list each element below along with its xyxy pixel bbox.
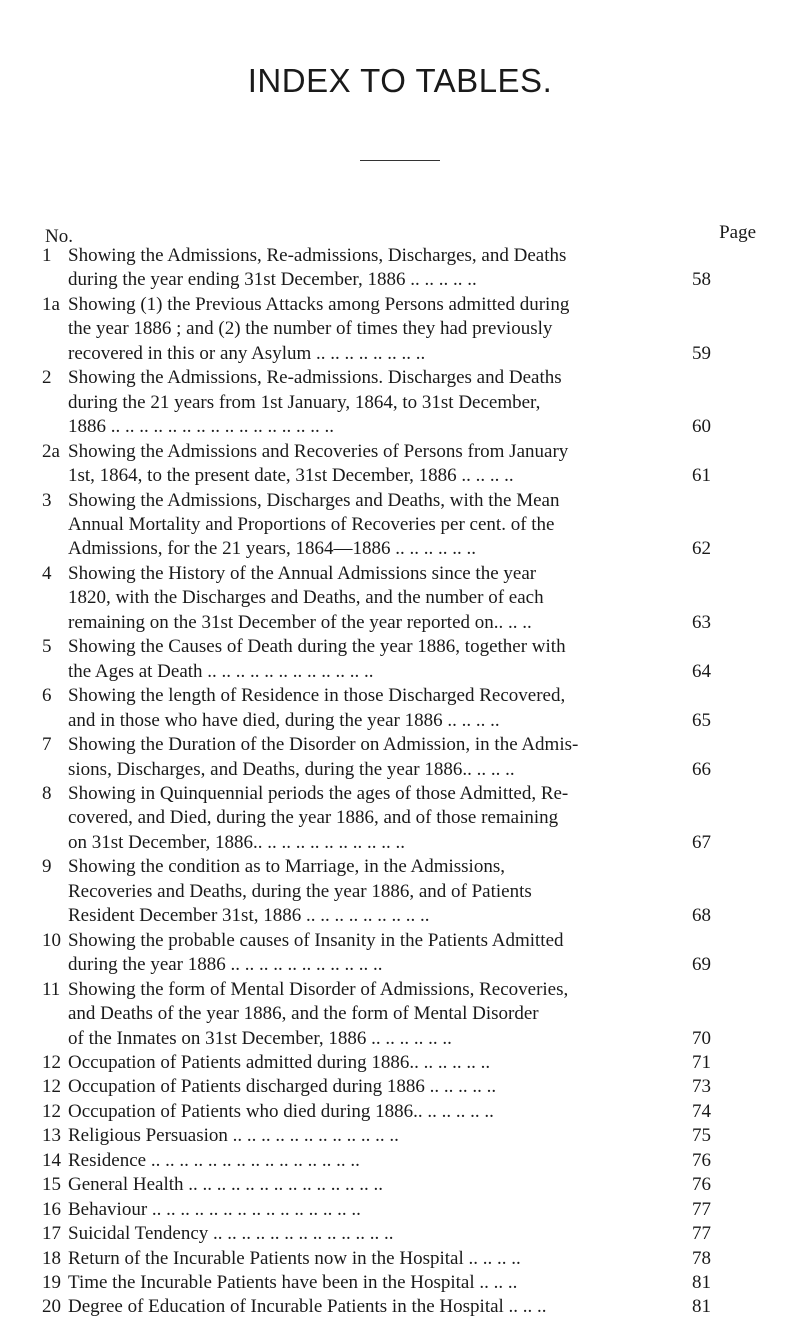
entry-page: 77	[692, 1198, 711, 1220]
entry-page: 78	[692, 1247, 711, 1269]
entry-page: 63	[692, 611, 711, 633]
index-entry	[0, 1075, 800, 1099]
entry-description: Showing the Admissions, Re-admissions. Discharges and Deaths during the 21 years from 1st January, 1864, to 31st December, 1886 .. .. .. .. .. .. .. .. .. .. .. .. .. .. .. ..	[68, 367, 562, 438]
entry-description: Showing the form of Mental Disorder of Admissions, Recoveries, and Deaths of the year 1886, and the form of Mental Disorder of the Inmates on 31st December, 1886 .. .. .. .. .. ..	[68, 978, 569, 1049]
entry-description: Showing the Admissions and Recoveries of Persons from January 1st, 1864, to the present date, 31st December, 1886 .. .. .. ..	[68, 440, 569, 487]
entry-page: 58	[692, 269, 711, 291]
entry-description: Residence .. .. .. .. .. .. .. .. .. .. .. .. .. .. ..	[68, 1149, 360, 1171]
index-entry	[0, 1149, 800, 1173]
entry-number: 12	[42, 1076, 61, 1098]
entry-number: 9	[42, 856, 52, 878]
entry-number: 1	[42, 245, 52, 266]
index-entry	[0, 440, 800, 489]
index-entry	[0, 978, 800, 1051]
entry-page: 60	[692, 416, 711, 438]
entry-number: 11	[42, 978, 61, 1000]
index-entry	[0, 782, 800, 855]
entry-number: 2a	[42, 440, 60, 462]
index-entry	[0, 489, 800, 562]
entry-description: Showing the length of Residence in those Discharged Recovered, and in those who have died, during the year 1886 .. .. .. ..	[68, 685, 566, 731]
entry-number: 4	[42, 562, 52, 584]
entry-page: 71	[692, 1051, 711, 1073]
entry-page: 75	[692, 1125, 711, 1147]
entry-page: 59	[692, 342, 711, 364]
entry-page: 74	[692, 1100, 711, 1122]
entry-description: Return of the Incurable Patients now in the Hospital .. .. .. ..	[68, 1247, 521, 1269]
entry-description: Showing the Admissions, Re-admissions, Discharges, and Deaths during the year ending 31st December, 1886 .. .. .. .. ..	[68, 245, 567, 291]
entry-page: 67	[692, 831, 711, 853]
entry-number: 20	[42, 1296, 61, 1318]
entry-description: Occupation of Patients who died during 1886.. .. .. .. .. ..	[68, 1100, 494, 1122]
entry-page: 76	[692, 1149, 711, 1171]
entry-description: General Health .. .. .. .. .. .. .. .. .. .. .. .. .. ..	[68, 1174, 384, 1196]
entry-page: 69	[692, 954, 711, 976]
entry-page: 65	[692, 709, 711, 731]
entry-number: 10	[42, 929, 61, 951]
entry-page: 81	[692, 1296, 711, 1318]
index-entry-list	[0, 244, 800, 1320]
entry-page: 70	[692, 1027, 711, 1049]
entry-page: 81	[692, 1272, 711, 1294]
entry-number: 7	[42, 734, 52, 756]
column-header-no: No.	[45, 226, 73, 247]
index-entry	[0, 1124, 800, 1148]
entry-page: 76	[692, 1174, 711, 1196]
entry-description: Showing the condition as to Marriage, in the Admissions, Recoveries and Deaths, during the year 1886, and of Patients Resident December 31st, 1886 .. .. .. .. .. .. .. .. ..	[68, 856, 532, 927]
entry-number: 13	[42, 1125, 61, 1147]
entry-description: Time the Incurable Patients have been in the Hospital .. .. ..	[68, 1272, 518, 1294]
entry-description: Showing (1) the Previous Attacks among Persons admitted during the year 1886 ; and (2) the number of times they had previously recovered in this or any Asylum .. .. .. .. .. .. .. ..	[68, 293, 570, 364]
index-entry	[0, 562, 800, 635]
entry-page: 68	[692, 905, 711, 927]
entry-description: Degree of Education of Incurable Patients in the Hospital .. .. ..	[68, 1296, 547, 1318]
index-entry	[0, 855, 800, 928]
entry-number: 12	[42, 1100, 61, 1122]
entry-page: 62	[692, 538, 711, 560]
entry-description: Showing in Quinquennial periods the ages of those Admitted, Re- covered, and Died, during the year 1886, and of those remaining on 31st December, 1886.. .. .. .. .. .. .. .. .. .. ..	[68, 782, 569, 853]
entry-page: 61	[692, 465, 711, 487]
entry-page: 64	[692, 660, 711, 682]
entry-number: 1a	[42, 293, 60, 315]
entry-description: Showing the probable causes of Insanity in the Patients Admitted during the year 1886 .. .. .. .. .. .. .. .. .. .. ..	[68, 929, 564, 976]
entry-number: 16	[42, 1198, 61, 1220]
title-rule	[360, 160, 440, 161]
entry-number: 14	[42, 1149, 61, 1171]
entry-number: 5	[42, 636, 52, 658]
entry-description: Occupation of Patients discharged during 1886 .. .. .. .. ..	[68, 1076, 497, 1098]
entry-page: 77	[692, 1223, 711, 1245]
page-title: INDEX TO TABLES.	[247, 62, 553, 99]
entry-number: 8	[42, 782, 52, 804]
index-entry	[0, 1198, 800, 1222]
entry-number: 19	[42, 1272, 61, 1294]
entry-number: 18	[42, 1247, 61, 1269]
index-entry	[0, 1247, 800, 1271]
index-entry	[0, 929, 800, 978]
index-entry	[0, 1100, 800, 1124]
index-entry	[0, 1295, 800, 1319]
index-entry	[0, 244, 800, 293]
index-entry	[0, 293, 800, 366]
index-entry	[0, 1051, 800, 1075]
index-entry	[0, 1173, 800, 1197]
entry-number: 12	[42, 1051, 61, 1073]
entry-number: 6	[42, 685, 52, 707]
entry-description: Occupation of Patients admitted during 1886.. .. .. .. .. ..	[68, 1051, 491, 1073]
entry-description: Behaviour .. .. .. .. .. .. .. .. .. .. .. .. .. .. ..	[68, 1198, 361, 1220]
index-entry	[0, 1222, 800, 1246]
entry-number: 15	[42, 1174, 61, 1196]
index-entry	[0, 733, 800, 782]
entry-description: Showing the History of the Annual Admissions since the year 1820, with the Discharges and Deaths, and the number of each remaining on the 31st December of the year reported on.. .. ..	[68, 562, 544, 633]
entry-description: Suicidal Tendency .. .. .. .. .. .. .. .. .. .. .. .. ..	[68, 1223, 394, 1245]
index-entry	[0, 366, 800, 439]
entry-page: 66	[692, 758, 711, 780]
entry-number: 2	[42, 367, 52, 389]
entry-description: Showing the Duration of the Disorder on Admission, in the Admis- sions, Discharges, and Deaths, during the year 1886.. .. .. ..	[68, 734, 579, 780]
index-entry	[0, 684, 800, 733]
index-entry	[0, 635, 800, 684]
column-header-page: Page	[719, 222, 756, 243]
entry-description: Showing the Admissions, Discharges and Deaths, with the Mean Annual Mortality and Proportions of Recoveries per cent. of the Admissions, for the 21 years, 1864—1886 .. .. .. .. .. ..	[68, 489, 560, 560]
entry-number: 17	[42, 1223, 61, 1245]
entry-description: Religious Persuasion .. .. .. .. .. .. .. .. .. .. .. ..	[68, 1125, 399, 1147]
entry-page: 73	[692, 1076, 711, 1098]
entry-description: Showing the Causes of Death during the year 1886, together with the Ages at Death .. .. .. .. .. .. .. .. .. .. .. ..	[68, 636, 566, 682]
entry-number: 3	[42, 489, 52, 511]
index-entry	[0, 1271, 800, 1295]
